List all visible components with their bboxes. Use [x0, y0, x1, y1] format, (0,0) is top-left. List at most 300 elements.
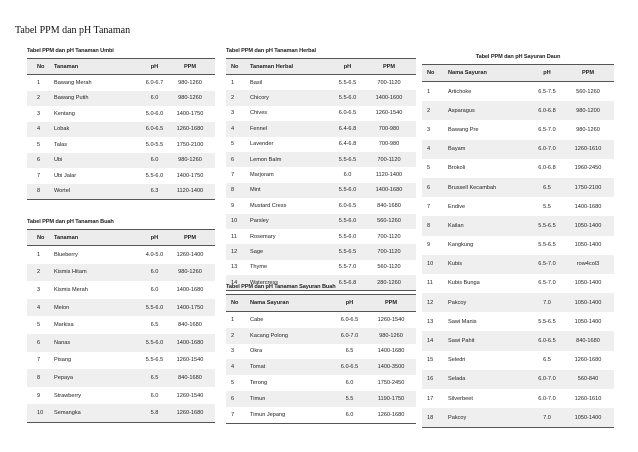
table-header-row	[226, 294, 416, 312]
table-row	[422, 120, 614, 139]
table-row	[27, 246, 215, 264]
table-cell: 5.5-6.5	[538, 222, 556, 229]
column-header: PPM	[183, 234, 197, 241]
table-cell: 7.0	[543, 299, 551, 306]
table-cell: 6	[37, 157, 41, 164]
table-cell: 1260-1540	[176, 357, 204, 364]
table-cell: 1400-3500	[377, 364, 405, 371]
table-cell: 1260-1680	[377, 411, 405, 418]
column-header: pH	[543, 70, 551, 76]
table-row	[27, 264, 215, 282]
table-cell: 1260-1680	[176, 126, 204, 133]
table-cell: 700-1120	[377, 156, 401, 163]
table-row	[422, 159, 614, 178]
table-cell: 980-1200	[576, 107, 600, 114]
table-cell: 1260-1540	[377, 316, 405, 323]
column-header: PPM	[183, 63, 197, 70]
table-cell: 5.5-6.0	[338, 218, 357, 225]
table-cell: 5	[37, 141, 41, 148]
table-cell: Kismis Hitam	[54, 269, 87, 276]
table-cell: 6.0-6.5	[538, 338, 556, 345]
table-cell: 5.5-6.0	[338, 233, 357, 240]
table-row	[27, 168, 215, 184]
column-header: No	[427, 70, 435, 76]
table-cell: 1050-1400	[574, 318, 602, 325]
table-cell: 5	[231, 141, 235, 148]
table-cell: Blueberry	[54, 251, 78, 258]
column-header: Nama Sayuran	[448, 70, 487, 76]
table-cell: 5	[37, 322, 41, 329]
table-cell: 6.0	[150, 286, 159, 293]
table-cell: 6.0-6.8	[538, 165, 556, 172]
table-cell: Watercress	[250, 279, 279, 286]
table-cell: 2	[427, 107, 431, 114]
column-header: No	[231, 300, 239, 306]
table-row	[422, 255, 614, 274]
table-row	[226, 183, 416, 198]
table-row	[226, 328, 416, 344]
table-row	[422, 312, 614, 331]
table-cell: 560-1260	[576, 88, 600, 95]
table-cell: 6.4-6.8	[338, 125, 357, 132]
table-row	[422, 389, 614, 408]
table-cell: 9	[427, 242, 431, 249]
table-cell: 13	[427, 318, 434, 325]
table-cell: 1260-1680	[574, 357, 602, 364]
table-cell: 5.5-6.0	[145, 304, 164, 311]
column-header: PPM	[382, 63, 396, 70]
table-cell: 5.5-6.0	[145, 172, 164, 179]
table-row	[27, 91, 215, 107]
table-cell: Pakcoy	[448, 414, 467, 421]
table-cell: Sage	[250, 248, 264, 255]
table-cell: 6.0	[150, 269, 159, 276]
table-cell: 8	[37, 188, 41, 195]
table-cell: 5.5-6.0	[145, 339, 164, 346]
table-cell: Bawang Merah	[54, 79, 92, 86]
table-cell: 9	[37, 392, 41, 399]
table-cell: 4	[231, 364, 235, 371]
table-cell: 700-1120	[377, 79, 401, 86]
table-cell: Kubis	[448, 261, 462, 268]
table-cell: 6.0-6.5	[340, 364, 359, 371]
table-row	[27, 316, 215, 334]
table-cell: 1050-1400	[574, 414, 602, 421]
table-cell: 3	[231, 110, 235, 117]
table-cell: Wortel	[54, 188, 71, 195]
table-row	[226, 167, 416, 182]
table-cell: 10	[231, 218, 238, 225]
table-cell: Rosemary	[250, 233, 276, 240]
table-cell: Fennel	[250, 125, 268, 132]
table-row	[422, 101, 614, 120]
table-cell: 700-980	[378, 125, 400, 132]
table-row	[226, 90, 416, 105]
table-row	[226, 106, 416, 121]
table-cell: 8	[231, 187, 235, 194]
table-cell: 6.5	[150, 374, 159, 381]
table-cell: 4	[231, 125, 235, 132]
table-row	[27, 75, 215, 91]
table-cell: 14	[231, 279, 238, 286]
table-cell: 6.5-7.0	[538, 280, 556, 287]
table-tanaman-umbi	[27, 44, 215, 200]
table-cell: 6.0	[150, 392, 159, 399]
table-cell: 7	[37, 357, 41, 364]
table-row	[422, 82, 614, 101]
table-cell: Marjoram	[250, 172, 274, 179]
table-cell: 6.0	[150, 157, 159, 164]
table-row	[27, 137, 215, 153]
table-cell: 8	[427, 222, 431, 229]
column-header: No	[37, 234, 45, 241]
table-cell: 5.5-6.5	[338, 248, 357, 255]
table-row	[27, 281, 215, 299]
table-row	[27, 369, 215, 387]
table-cell: Ubi Jalar	[54, 172, 77, 179]
table-cell: Thyme	[250, 264, 268, 271]
table-cell: 560-840	[577, 376, 599, 383]
table-row	[27, 299, 215, 317]
table-cell: 2	[37, 269, 41, 276]
table-row	[27, 352, 215, 370]
table-cell: Brokoli	[448, 165, 466, 172]
table-cell: 6.5-7.0	[538, 126, 556, 133]
table-cell: 1750-2100	[176, 141, 204, 148]
table-row	[27, 334, 215, 352]
table-cell: 6	[427, 184, 431, 191]
column-header: PPM	[384, 300, 398, 306]
table-cell: 7	[427, 203, 431, 210]
table-cell: 11	[427, 280, 433, 287]
table-cell: 980-1260	[178, 95, 202, 102]
table-sayuran-buah	[226, 280, 416, 424]
table-row	[422, 140, 614, 159]
table-cell: 6.5-7.5	[538, 88, 556, 95]
table-cell: 1400-1680	[176, 286, 204, 293]
table-cell: 5.5	[543, 203, 551, 210]
table-cell: Kentang	[54, 110, 75, 117]
table-row	[422, 331, 614, 350]
table-cell: 2	[231, 95, 235, 102]
table-row	[27, 153, 215, 169]
table-cell: Asparagus	[448, 107, 475, 114]
column-header: Tanaman	[54, 63, 79, 70]
table-title: Tabel PPM dan pH Tanaman Herbal	[226, 48, 316, 54]
table-cell: 6.5	[543, 184, 551, 191]
column-header: No	[37, 63, 45, 70]
table-cell: Timun	[250, 395, 266, 402]
table-cell: 5.5-6.5	[538, 242, 556, 249]
table-cell: 1050-1400	[574, 299, 602, 306]
table-header-row	[27, 58, 215, 75]
table-cell: Kacang Polong	[250, 332, 288, 339]
table-cell: 6.0	[345, 411, 354, 418]
table-cell: 16	[427, 376, 434, 383]
table-cell: 1260-1610	[574, 395, 602, 402]
table-cell: 5.5-6.0	[338, 187, 357, 194]
table-cell: 1	[37, 251, 41, 258]
table-cell: 5.5-6.5	[145, 357, 164, 364]
table-cell: Lemon Balm	[250, 156, 282, 163]
table-cell: 6.4-6.8	[338, 141, 357, 148]
table-cell: 1190-1750	[377, 395, 405, 402]
table-cell: Selada	[448, 376, 466, 383]
table-sayuran-daun	[422, 50, 614, 428]
table-cell: 4	[427, 146, 431, 153]
table-row	[422, 178, 614, 197]
table-header-row	[226, 58, 416, 75]
table-cell: 2	[37, 95, 41, 102]
table-cell: 9	[231, 202, 235, 209]
table-cell: 5.0-6.0	[145, 110, 164, 117]
table-row	[422, 197, 614, 216]
table-cell: 980-1260	[178, 79, 202, 86]
table-cell: 840-1680	[576, 338, 600, 345]
table-cell: 1260-1540	[375, 110, 403, 117]
table-cell: 5.5-6.0	[338, 95, 357, 102]
table-cell: 18	[427, 414, 434, 421]
table-cell: 980-1260	[178, 157, 202, 164]
table-cell: row4col3	[576, 261, 600, 268]
table-cell: 700-1120	[377, 248, 401, 255]
table-cell: 1400-1680	[574, 203, 602, 210]
table-cell: 700-980	[378, 141, 400, 148]
table-cell: Bayam	[448, 146, 466, 153]
table-row	[226, 391, 416, 407]
table-row	[226, 75, 416, 90]
table-row	[226, 359, 416, 375]
table-cell: 1750-2100	[574, 184, 602, 191]
table-row	[226, 312, 416, 328]
table-cell: Chicory	[250, 95, 269, 102]
table-cell: 6.0-6.5	[338, 202, 357, 209]
table-cell: 6.0	[343, 172, 352, 179]
table-cell: 560-1120	[377, 264, 401, 271]
table-cell: 840-1680	[178, 322, 202, 329]
table-cell: Pepaya	[54, 374, 73, 381]
column-header: pH	[150, 63, 159, 70]
table-cell: Mustard Cress	[250, 202, 287, 209]
table-cell: 6.0-6.7	[145, 79, 164, 86]
column-header: Nama Sayuran	[250, 300, 289, 306]
table-row	[27, 106, 215, 122]
table-cell: 3	[231, 348, 235, 355]
table-cell: 6	[37, 339, 41, 346]
table-cell: 980-1260	[576, 126, 600, 133]
table-cell: 6.0	[345, 380, 354, 387]
table-cell: Kismis Merah	[54, 286, 88, 293]
table-cell: 1260-1400	[176, 251, 204, 258]
table-cell: 1050-1400	[574, 222, 602, 229]
table-cell: Talas	[54, 141, 68, 148]
table-title: Tabel PPM dan pH Tanaman Sayuran Buah	[226, 284, 336, 290]
table-cell: Strawberry	[54, 392, 82, 399]
table-cell: Timun Jepang	[250, 411, 286, 418]
table-row	[226, 407, 416, 424]
table-cell: 5	[231, 380, 235, 387]
table-cell: 12	[231, 248, 238, 255]
table-cell: 6.5-7.0	[538, 261, 556, 268]
table-row	[226, 375, 416, 391]
column-header: No	[231, 63, 239, 70]
column-header: Tanaman Herbal	[250, 63, 294, 70]
table-cell: Sawi Manis	[448, 318, 477, 325]
table-cell: Chives	[250, 110, 268, 117]
table-cell: 1400-1680	[375, 187, 403, 194]
table-row	[422, 293, 614, 312]
table-cell: 10	[37, 410, 44, 417]
table-cell: 1050-1400	[574, 242, 602, 249]
table-cell: 4.0-5.0	[145, 251, 164, 258]
table-cell: 3	[37, 286, 41, 293]
table-cell: 1400-1750	[176, 172, 204, 179]
table-row	[226, 121, 416, 136]
table-cell: 1050-1400	[574, 280, 602, 287]
table-cell: 4	[37, 304, 41, 311]
table-row	[226, 244, 416, 259]
table-cell: Kailan	[448, 222, 464, 229]
table-cell: Tomat	[250, 364, 266, 371]
table-cell: 1260-1610	[574, 146, 602, 153]
table-cell: 980-1260	[379, 332, 403, 339]
table-cell: 1	[427, 88, 431, 95]
table-cell: 15	[427, 357, 434, 364]
table-cell: 3	[37, 110, 41, 117]
table-row	[27, 122, 215, 138]
table-cell: 1	[37, 79, 41, 86]
table-row	[27, 404, 215, 423]
table-row	[226, 344, 416, 360]
table-cell: Basil	[250, 79, 263, 86]
table-cell: 7	[37, 172, 41, 179]
table-cell: Lobak	[54, 126, 70, 133]
table-row	[27, 184, 215, 201]
table-cell: 7	[231, 172, 235, 179]
table-cell: 6.5	[345, 348, 354, 355]
table-header-row	[27, 229, 215, 246]
table-row	[422, 274, 614, 293]
table-cell: 700-1120	[377, 233, 401, 240]
table-cell: Brussell Kecambah	[448, 184, 497, 191]
table-cell: 7	[231, 411, 235, 418]
table-cell: 5	[427, 165, 431, 172]
table-cell: Pisang	[54, 357, 72, 364]
table-row	[422, 370, 614, 389]
column-header: pH	[150, 234, 159, 241]
table-cell: Cabe	[250, 316, 264, 323]
table-cell: 6.5	[543, 357, 551, 364]
table-cell: 5.5-7.0	[338, 264, 357, 271]
column-header: pH	[345, 300, 354, 306]
table-cell: 1400-1750	[176, 304, 204, 311]
table-cell: 6.0-7.0	[538, 376, 556, 383]
table-cell: Kubis Bunga	[448, 280, 480, 287]
table-cell: 5.0-5.5	[145, 141, 164, 148]
table-row	[226, 229, 416, 244]
table-cell: 17	[427, 395, 434, 402]
table-cell: 1260-1540	[176, 392, 204, 399]
table-cell: Markisa	[54, 322, 74, 329]
table-row	[422, 236, 614, 255]
table-cell: Nanas	[54, 339, 71, 346]
table-cell: 6.0-7.0	[340, 332, 359, 339]
table-cell: 12	[427, 299, 434, 306]
table-cell: Silverbeet	[448, 395, 473, 402]
table-header-row	[422, 64, 614, 82]
table-cell: 6.0	[150, 95, 159, 102]
table-cell: 13	[231, 264, 238, 271]
table-cell: 6.0-6.8	[538, 107, 556, 114]
table-cell: Terong	[250, 380, 268, 387]
table-tanaman-herbal	[226, 44, 416, 291]
table-cell: 6.0-6.5	[145, 126, 164, 133]
table-tanaman-buah	[27, 215, 215, 423]
table-cell: Pakcoy	[448, 299, 467, 306]
table-cell: 4	[37, 126, 41, 133]
table-cell: 1120-1400	[176, 188, 204, 195]
table-cell: Ubi	[54, 157, 63, 164]
column-header: pH	[343, 63, 352, 70]
table-cell: Bawang Pre	[448, 126, 479, 133]
table-cell: 560-1260	[377, 218, 401, 225]
table-cell: Endive	[448, 203, 466, 210]
table-cell: 1	[231, 79, 235, 86]
table-cell: 6.3	[150, 188, 159, 195]
table-title: Tabel PPM dan pH Tanaman Umbi	[27, 48, 114, 54]
table-cell: 1960-2450	[574, 165, 602, 172]
table-cell: 1120-1400	[375, 172, 403, 179]
table-cell: Bawang Putih	[54, 95, 89, 102]
table-row	[422, 408, 614, 428]
table-row	[226, 137, 416, 152]
table-cell: 6	[231, 395, 235, 402]
table-cell: 6.0-7.0	[538, 395, 556, 402]
table-cell: 1400-1680	[176, 339, 204, 346]
table-title: Tabel PPM dan pH Sayuran Daun	[475, 54, 561, 60]
table-cell: 1750-2450	[377, 380, 405, 387]
table-cell: 840-1680	[178, 374, 202, 381]
table-row	[422, 351, 614, 370]
table-cell: Okra	[250, 348, 263, 355]
table-cell: 3	[427, 126, 431, 133]
table-row	[422, 216, 614, 235]
table-cell: 6	[231, 156, 235, 163]
table-cell: 1400-1680	[377, 348, 405, 355]
table-cell: 6.0-7.0	[538, 146, 556, 153]
table-cell: 6.0-6.5	[338, 110, 357, 117]
table-cell: 5.5-6.5	[338, 79, 357, 86]
table-row	[226, 198, 416, 213]
table-cell: 280-1260	[377, 279, 401, 286]
table-row	[226, 260, 416, 275]
table-title: Tabel PPM dan pH Tanaman Buah	[27, 219, 114, 225]
table-cell: 10	[427, 261, 434, 268]
table-cell: Parsley	[250, 218, 269, 225]
table-cell: 8	[37, 374, 41, 381]
table-cell: 14	[427, 338, 434, 345]
table-cell: 7.0	[543, 414, 551, 421]
table-cell: Kangkung	[448, 242, 474, 249]
table-cell: 1400-1600	[375, 95, 403, 102]
table-cell: 1400-1750	[176, 110, 204, 117]
table-cell: 11	[231, 233, 237, 240]
table-cell: Lavender	[250, 141, 274, 148]
table-cell: 5.5	[345, 395, 354, 402]
table-cell: 6.5-6.8	[338, 279, 357, 286]
table-cell: 5.5-6.5	[538, 318, 556, 325]
table-cell: 1	[231, 316, 235, 323]
